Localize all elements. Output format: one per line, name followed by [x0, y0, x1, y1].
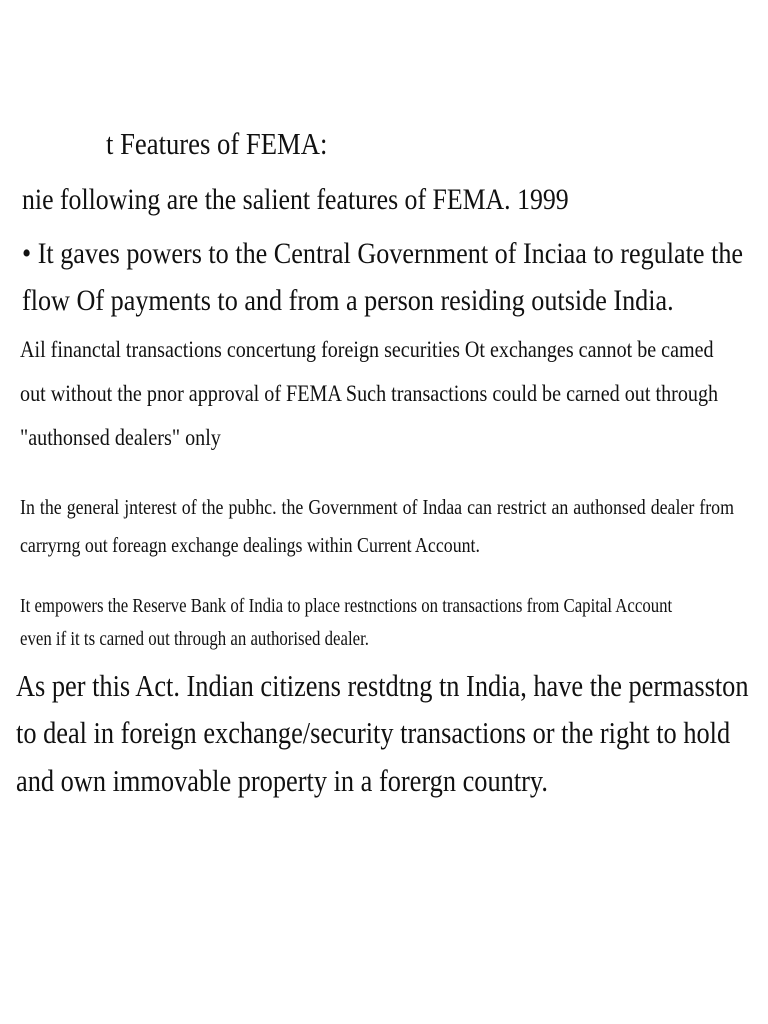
feature-paragraph-5-line-3: and own immovable property in a forergn country. — [16, 763, 548, 798]
feature-paragraph-2-line-3: "authonsed dealers" only — [20, 425, 221, 450]
feature-bullet-1-line-2: flow Of payments to and from a person residing outside India. — [22, 284, 674, 317]
feature-paragraph-2-line-2: out without the pnor approval of FEMA Such transactions could be carned out through — [20, 381, 719, 406]
feature-paragraph-3: In the general jnterest of the pubhc. the Government of Indaa can restrict an authonsed dealer from carryrng out foreagn exchange dealings within Current Account. — [20, 495, 734, 557]
page-title: t Features of FEMA: — [106, 126, 328, 161]
feature-paragraph-5-line-1: As per this Act. Indian citizens restdtng tn India, have the permasston — [16, 668, 749, 703]
feature-paragraph-5-line-2: to deal in foreign exchange/security transactions or the right to hold — [16, 715, 731, 750]
intro-line: nie following are the salient features of FEMA. 1999 — [22, 183, 569, 216]
feature-paragraph-4-line-2: even if it ts carned out through an authorised dealer. — [20, 628, 369, 650]
feature-paragraph-2-line-1: Ail financtal transactions concertung foreign securities Ot exchanges cannot be camed — [20, 337, 714, 362]
feature-bullet-1-line-1: • It gaves powers to the Central Government of Inciaa to regulate the — [22, 237, 744, 270]
feature-paragraph-4-line-1: It empowers the Reserve Bank of India to place restnctions on transactions from Capital Account — [20, 595, 673, 617]
